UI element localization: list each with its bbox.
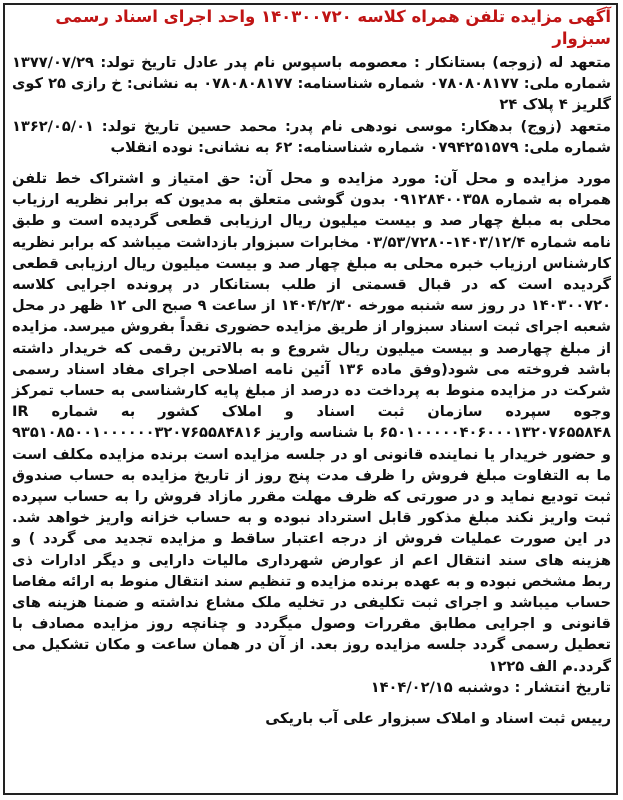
- auction-notice: [12, 6, 611, 794]
- debtor-info: متعهد (زوج) بدهکار: موسی نودهی نام پدر: محمد حسین تاریخ تولد: ۱۳۶۲/۰۵/۰۱ شماره ملی: ۰۷۹۴۲۵۱۵۷۹ شماره شناسنامه: ۶۲ به نشانی: نوده انقلاب: [12, 117, 611, 156]
- auction-details: مورد مزایده و محل آن: مورد مزایده و محل آن: حق امتیاز و اشتراک خط تلفن همراه به شماره ۰۹۱۲۸۴۰۰۳۵۸ بدون گوشی متعلق به مدیون که برابر نظریه ارزیاب محلی به مبلغ چهار صد و بیست میلیون ریال ارزیابی قطعی گردیده است و طبق نامه شماره ۱۴۰۳/۱۲/۴-۰۳/۵۳/۷۲۸۰ مخابرات سبزوار بازداشت میباشد که برابر نظریه کارشناس ارزیاب خبره محلی به مبلغ چهار صد و بیست میلیون ریال ارزیابی قطعی گردیده است که در قبال قسمتی از طلب بستانکار در پرونده اجرایی کلاسه ۱۴۰۳۰۰۷۲۰ در روز سه شنبه مورخه ۱۴۰۴/۲/۳۰ از ساعت ۹ صبح الی ۱۲ ظهر در محل شعبه اجرای ثبت اسناد سبزوار از طریق مزایده حضوری نقداً بفروش میرسد. مزایده از مبلغ چهارصد و بیست میلیون ریال شروع و به بالاترین رقمی که خریدار داشته باشد فروخته می شود(وفق ماده ۱۳۶ آئین نامه اصلاحی اجرای مفاد اسناد رسمی شرکت در مزایده منوط به پرداخت ده درصد از مبلغ پایه کارشناسی به حساب تمرکز وجوه سپرده سازمان ثبت اسناد و املاک کشور به شماره IR ۶۵۰۱۰۰۰۰۰۴۰۶۰۰۰۱۳۲۰۷۶۵۵۸۴۸ با شناسه واریز ۹۳۵۱۰۸۵۰۰۱۰۰۰۰۰۰۳۲۰۷۶۵۵۸۴۸۱۶ و حضور خریدار یا نماینده قانونی او در جلسه مزایده است برنده مزایده مکلف است ما به التفاوت مبلغ فروش را ظرف مدت پنج روز از تاریخ مزایده به حساب صندوق ثبت تودیع نماید و در صورتی که ظرف مهلت مقرر مازاد فروش را به حساب سپرده ثبت واریز نکند مبلغ مذکور قابل استرداد نبوده و به حساب خزانه واریز خواهد شد. در این صورت عملیات فروش از درجه اعتبار ساقط و مزایده تجدید می گردد ) و هزینه های سند انتقال اعم از عوارض شهرداری مالیات دارایی و دیگر ادارات ذی ربط مشخص نبوده و به عهده برنده مزایده و تنظیم سند انتقال منوط به ارائه مفاصا حساب میباشد و اجرای ثبت تکلیفی در تخلیه ملک مشاع نداشته و ضمنا هزینه های قانونی و اجرایی مطابق مقررات وصول میگردد و چنانچه روز مزایده مصادف با تعطیل رسمی گردد جلسه مزایده روز بعد. از آن در همان ساعت و مکان تشکیل می گردد.م الف ۱۲۲۵: [12, 170, 611, 675]
- creditor-info: متعهد له (زوجه) بستانکار : معصومه باسپوس نام پدر عادل تاریخ تولد: ۱۳۷۷/۰۷/۲۹ شماره ملی: ۰۷۸۰۸۰۸۱۷۷ شماره شناسنامه: ۰۷۸۰۸۰۸۱۷۷ به نشانی: خ رازی ۲۵ کوی گلریز ۴ پلاک ۲۴: [12, 54, 612, 114]
- publication-date: تاریخ انتشار : دوشنبه ۱۴۰۴/۰۲/۱۵: [370, 678, 611, 696]
- notice-title: آگهی مزایده تلفن همراه کلاسه ۱۴۰۳۰۰۷۲۰ واحد اجرای اسناد رسمی سبزوار: [55, 7, 611, 48]
- signature-line: رییس ثبت اسناد و املاک سبزوار علی آب باریکی: [265, 710, 611, 728]
- paragraph-gap: [12, 158, 611, 168]
